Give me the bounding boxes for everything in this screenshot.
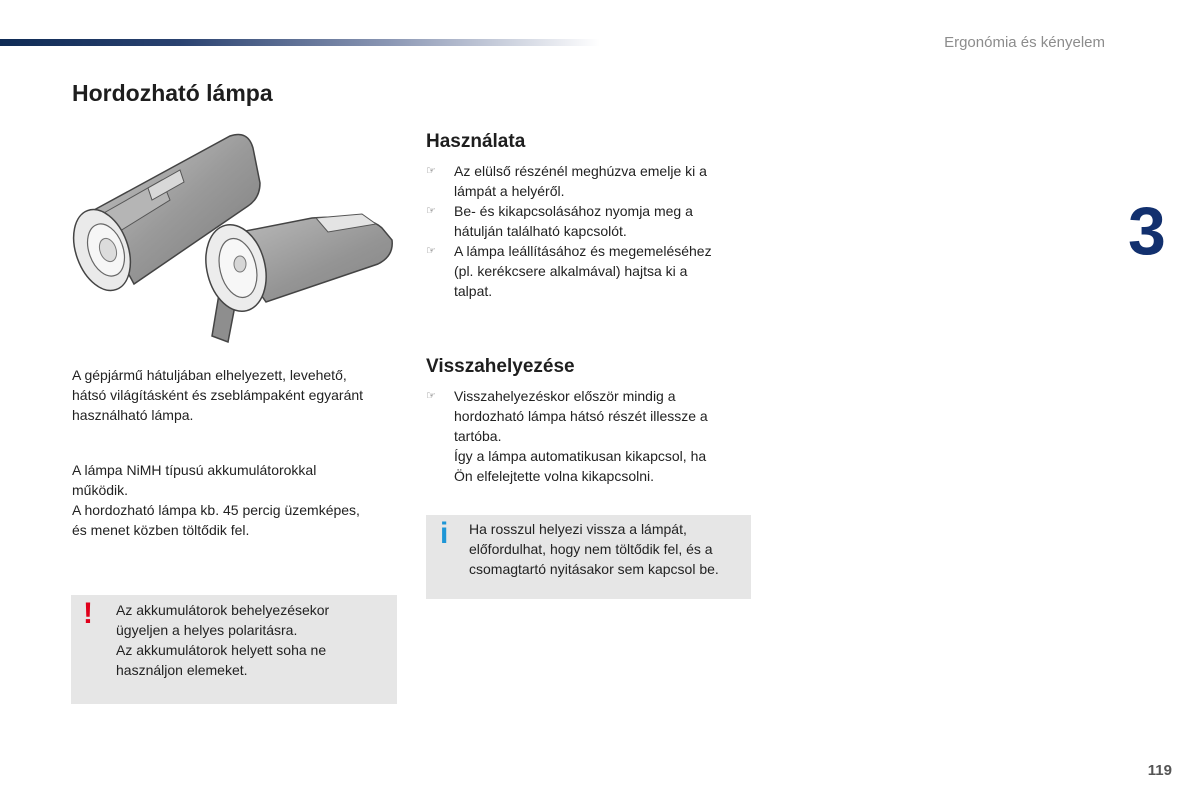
pointing-hand-icon: ☞	[426, 244, 436, 257]
text-line: használható lámpa.	[72, 407, 194, 423]
intro-paragraph-1	[72, 365, 402, 425]
text-line: hátulján található kapcsolót.	[454, 223, 627, 239]
text-line: Az akkumulátorok helyett soha ne	[116, 642, 327, 658]
warning-box	[71, 595, 397, 704]
text-line: A gépjármű hátuljában elhelyezett, levehető,	[72, 367, 347, 383]
text-line: csomagtartó nyitásakor sem kapcsol be.	[469, 561, 719, 577]
page-title: Hordozható lámpa	[72, 80, 273, 106]
list-item	[426, 386, 756, 486]
text-line: A hordozható lámpa kb. 45 percig üzemképes,	[72, 502, 360, 518]
text-line: használjon elemeket.	[116, 662, 248, 678]
list-item	[426, 201, 756, 241]
chapter-number: 3	[1128, 193, 1166, 269]
replace-list	[426, 386, 756, 486]
text-line: tartóba.	[454, 428, 502, 444]
text-line: Ha rosszul helyezi vissza a lámpát,	[469, 521, 687, 537]
info-icon: i	[440, 517, 449, 550]
text-line: A lámpa NiMH típusú akkumulátorokkal	[72, 462, 317, 478]
lamp-right	[197, 214, 392, 342]
pointing-hand-icon: ☞	[426, 164, 436, 177]
text-line: hátsó világításként és zseblámpaként egyaránt	[72, 387, 364, 403]
text-line: Visszahelyezéskor először mindig a	[454, 388, 676, 404]
warning-icon: !	[83, 597, 93, 630]
text-line: működik.	[72, 482, 129, 498]
list-item	[426, 161, 756, 201]
page-number: 119	[1147, 762, 1172, 779]
info-box	[426, 515, 751, 599]
text-line: Az akkumulátorok behelyezésekor	[116, 602, 330, 618]
text-line: talpat.	[454, 283, 493, 299]
text-line: ügyeljen a helyes polaritásra.	[116, 622, 298, 638]
warning-text	[116, 600, 329, 680]
usage-list	[426, 161, 756, 301]
section-name: Ergonómia és kényelem	[944, 34, 1105, 51]
text-line: A lámpa leállításához és megemeléséhez	[454, 243, 712, 259]
pointing-hand-icon: ☞	[426, 389, 436, 402]
text-line: lámpát a helyéről.	[454, 183, 565, 199]
replace-heading: Visszahelyezése	[426, 356, 575, 377]
text-line: hordozható lámpa hátsó részét illessze a	[454, 408, 708, 424]
text-line: Az elülső részénél meghúzva emelje ki a	[454, 163, 707, 179]
intro-paragraph-2	[72, 460, 402, 540]
portable-lamp-illustration	[70, 128, 400, 348]
text-line: (pl. kerékcsere alkalmával) hajtsa ki a	[454, 263, 688, 279]
pointing-hand-icon: ☞	[426, 204, 436, 217]
text-line: Így a lámpa automatikusan kikapcsol, ha	[454, 448, 707, 464]
text-line: és menet közben töltődik fel.	[72, 522, 250, 538]
text-line: Be- és kikapcsolásához nyomja meg a	[454, 203, 693, 219]
header-rule	[0, 39, 600, 46]
list-item	[426, 241, 756, 301]
text-line: Ön elfelejtette volna kikapcsolni.	[454, 468, 654, 484]
info-text	[469, 519, 719, 579]
usage-heading: Használata	[426, 131, 526, 152]
text-line: előfordulhat, hogy nem töltődik fel, és a	[469, 541, 713, 557]
